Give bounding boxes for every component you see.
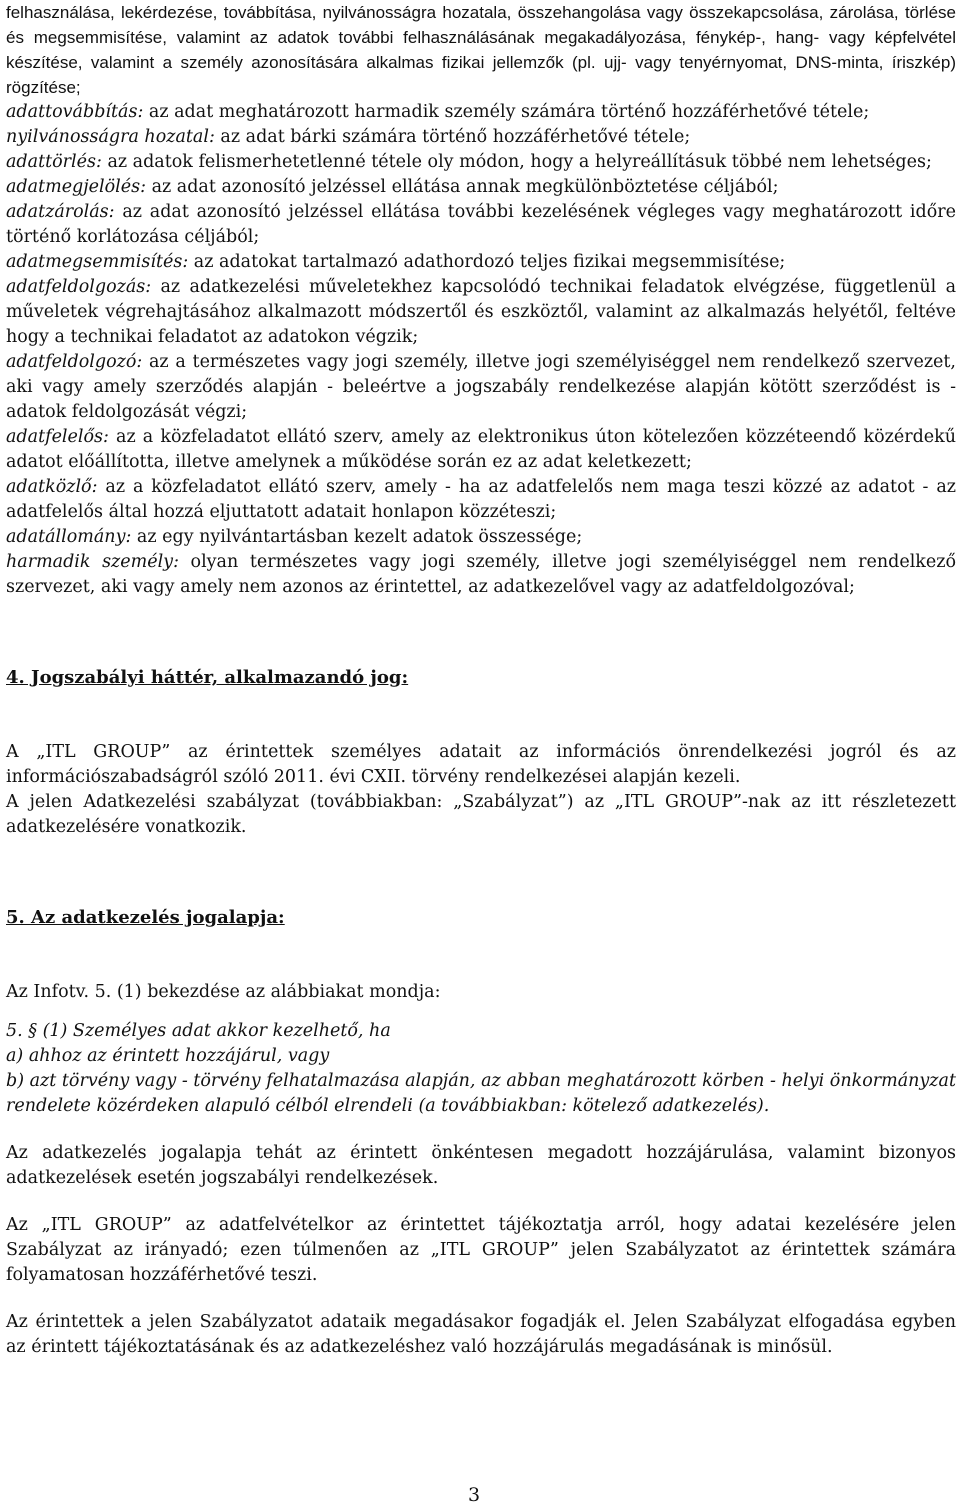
definition-item <box>6 250 956 275</box>
intro-paragraph <box>6 0 956 100</box>
definition-text: az a természetes vagy jogi személy, illetve jogi személyiséggel nem rendelkező szervezet, aki vagy amely szerződés alapján - beleértve a jogszabály rendelkezése alapján kötött szerződést is - adatok feldolgozását végzi; <box>6 352 956 422</box>
definition-text: az adatok felismerhetetlenné tétele oly módon, hogy a helyreállításuk többé nem lehetséges; <box>101 152 932 172</box>
definition-text: olyan természetes vagy jogi személy, illetve jogi személyiséggel nem rendelkező szervezet, aki vagy amely nem azonos az érintettel, az adatkezelővel vagy az adatfeldolgozóval; <box>6 552 957 597</box>
definition-text: az adatkezelési műveletekhez kapcsolódó technikai feladatok elvégzése, függetlenül a műveletek végrehajtásához alkalmazott módszertől és eszköztől, valamint az alkalmazás helyétől, feltéve hogy a technikai feladatot az adatokon végzik; <box>6 277 956 347</box>
definition-item <box>6 125 956 150</box>
definition-term: adatfeldolgozás: <box>6 277 152 297</box>
section-5-para: Az érintettek a jelen Szabályzatot adataik megadásakor fogadják el. Jelen Szabályzat elfogadása egyben az érintett tájékoztatásának és az adatkezeléshez való hozzájárulás megadásának is minősül. <box>6 1312 956 1357</box>
intro-line: fénykép-, hang- vagy képfelvétel készítése, valamint a személy azonosítására alkalmas fizikai jellemzők (pl. <box>6 28 956 72</box>
intro-line: zárolása, törlése és megsemmisítése, valamint az adatok további felhasználásának megakadályozása, <box>6 3 956 47</box>
definition-item <box>6 175 956 200</box>
definition-text: az a közfeladatot ellátó szerv, amely - ha az adatfelelős nem maga teszi közzé az adatot - az adatfelelős által hozzá eljuttatott adatait honlapon közzéteszi; <box>6 477 956 522</box>
section-4-para: A jelen Adatkezelési szabályzat (továbbiakban: „Szabályzat”) az „ITL GROUP”-nak az itt részletezett adatkezelésére vonatkozik. <box>6 792 956 837</box>
definition-term: adatmegjelölés: <box>6 177 146 197</box>
definition-text: az a közfeladatot ellátó szerv, amely az elektronikus úton kötelezően közzéteendő közérdekű adatot előállította, illetve amelynek a működése során ez az adat keletkezett; <box>6 427 956 472</box>
law-quote-line: 5. § (1) Személyes adat akkor kezelhető, ha <box>6 1021 391 1041</box>
definition-item <box>6 200 956 250</box>
page-number: 3 <box>468 1484 481 1506</box>
definition-item <box>6 550 956 600</box>
intro-line: felhasználása, lekérdezése, továbbítása, nyilvánosságra hozatala, összehangolása vagy összekapcsolása, <box>6 3 824 22</box>
definition-item <box>6 275 956 350</box>
section-4-heading: 4. Jogszabályi háttér, alkalmazandó jog: <box>6 667 409 688</box>
definition-text: az adatokat tartalmazó adathordozó teljes fizikai megsemmisítése; <box>188 252 786 272</box>
law-quote-line: a) ahhoz az érintett hozzájárul, vagy <box>6 1046 330 1066</box>
definition-term: harmadik személy: <box>6 552 179 572</box>
definition-term: adatfeldolgozó: <box>6 352 143 372</box>
definition-text: az adat bárki számára történő hozzáférhetővé tétele; <box>214 127 691 147</box>
definition-text: az adat azonosító jelzéssel ellátása további kezelésének végleges vagy meghatározott időre történő korlátozása céljából; <box>6 202 956 247</box>
definition-item <box>6 100 956 125</box>
document-page <box>6 0 956 1360</box>
definition-text: az egy nyilvántartásban kezelt adatok összessége; <box>131 527 583 547</box>
law-quote-line: b) azt törvény vagy - törvény felhatalmazása alapján, az abban meghatározott körben - helyi önkormányzat rendelete közérdeken alapuló célból elrendeli (a továbbiakban: kötelező adatkezelés). <box>6 1071 956 1116</box>
definition-term: adatzárolás: <box>6 202 115 222</box>
section-5-heading: 5. Az adatkezelés jogalapja: <box>6 907 285 928</box>
section-5-intro: Az Infotv. 5. (1) bekezdése az alábbiakat mondja: <box>6 982 441 1002</box>
definition-term: nyilvánosságra hozatal: <box>6 127 215 147</box>
section-5-para: Az „ITL GROUP” az adatfelvételkor az érintettet tájékoztatja arról, hogy adatai kezelésére jelen Szabályzat az irányadó; ezen túlmenően az „ITL GROUP” jelen Szabályzatot az érintettek számára folyamatosan hozzáférhetővé teszi. <box>6 1215 956 1285</box>
definition-text: az adat meghatározott harmadik személy számára történő hozzáférhetővé tétele; <box>143 102 870 122</box>
definition-item <box>6 350 956 425</box>
definition-term: adatfelelős: <box>6 427 109 447</box>
definitions-list <box>6 100 956 600</box>
definition-item <box>6 150 956 175</box>
definition-term: adattörlés: <box>6 152 102 172</box>
definition-term: adatközlő: <box>6 477 98 497</box>
definition-item <box>6 525 956 550</box>
definition-item <box>6 475 956 525</box>
section-4-para: A „ITL GROUP” az érintettek személyes adatait az információs önrendelkezési jogról és az információszabadságról szóló 2011. évi CXII. törvény rendelkezései alapján kezeli. <box>6 742 956 787</box>
section-5-para: Az adatkezelés jogalapja tehát az érintett önkéntesen megadott hozzájárulása, valamint bizonyos adatkezelések esetén jogszabályi rendelkezések. <box>6 1143 956 1188</box>
definition-term: adatállomány: <box>6 527 132 547</box>
definition-item <box>6 425 956 475</box>
definition-term: adatmegsemmisítés: <box>6 252 189 272</box>
definition-text: az adat azonosító jelzéssel ellátása annak megkülönböztetése céljából; <box>146 177 779 197</box>
definition-term: adattovábbítás: <box>6 102 144 122</box>
intro-line: ujj- vagy tenyérnyomat, DNS-minta, íriszkép) rögzítése; <box>6 53 956 97</box>
